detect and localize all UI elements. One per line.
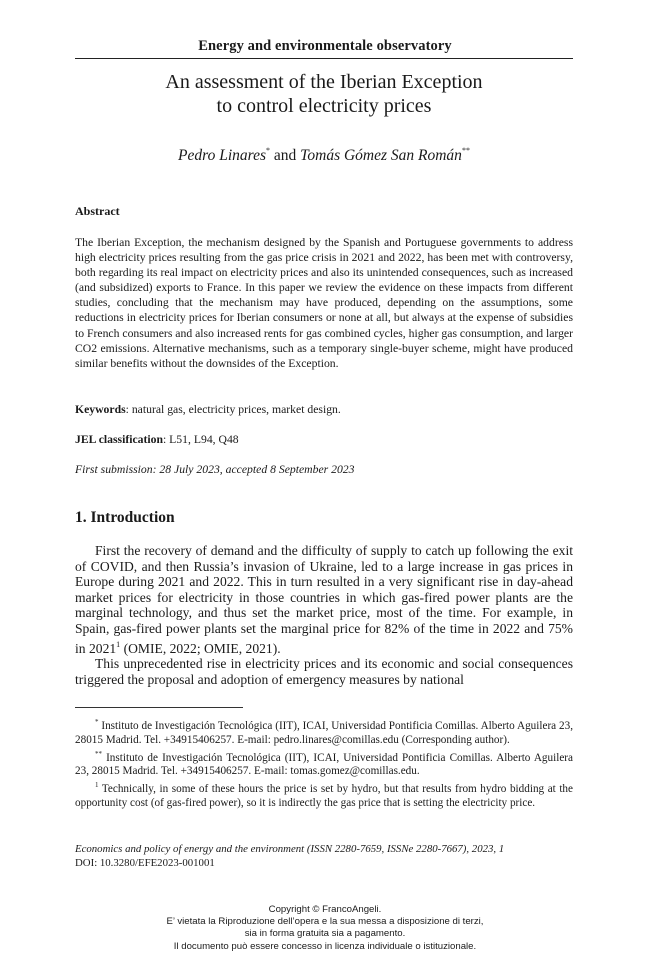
section-heading: 1. Introduction [75, 509, 175, 526]
keywords-label: Keywords [75, 403, 126, 416]
author-2-mark: ** [461, 146, 470, 155]
copyright-line-3: sia in forma gratuita sia a pagamento. [244, 928, 406, 940]
author-2: Tomás Gómez San Román [300, 147, 462, 164]
footnotes [75, 716, 573, 811]
footnote-ref-1: 1 [116, 639, 121, 649]
footnote-rule [75, 707, 243, 708]
abstract-text: The Iberian Exception, the mechanism designed by the Spanish and Portuguese governments to address high electricity prices resulting from the gas price crisis in 2021 and 2022, has been met with controversy, both regarding its real impact on electricity prices and also its unintended consequences, such as increased (and subsidized) exports to France. In this paper we review the evidence on these impacts from different studies, concluding that the mechanism may have produced, depending on the assumptions, some reductions in electricity prices for Iberian consumers or none at all, but always at the expense of subsidies to French consumers and also increased rents for gas combined cycles, higher gas consumption, and larger CO2 emissions. Alternative mechanisms, such as a temporary single-buyer scheme, might have produced similar benefits without the downsides of the Exception. [75, 236, 573, 370]
author-1: Pedro Linares [178, 147, 267, 164]
jel-text: : L51, L94, Q48 [163, 433, 239, 446]
copyright-notice [0, 904, 650, 953]
keywords [75, 403, 573, 416]
footnote-3-text: Technically, in some of these hours the price is set by hydro, but that results from hydro bidding at the opportunity cost (of gas-fired power), so it is indirectly the gas price that is setting the electricity price. [75, 783, 573, 809]
jel-label: JEL classification [75, 433, 163, 446]
title-line-1: An assessment of the Iberian Exception [165, 71, 483, 93]
submission-dates: First submission: 28 July 2023, accepted 8 September 2023 [75, 463, 355, 476]
journal-section-header: Energy and environmentale observatory [198, 38, 452, 54]
footnote-1-mark: * [95, 718, 99, 726]
title-line-2: to control electricity prices [216, 95, 432, 117]
journal-citation: Economics and policy of energy and the environment (ISSN 2280-7659, ISSNe 2280-7667), 2023, 1 [75, 843, 505, 855]
copyright-line-4: Il documento può essere concesso in licenza individuale o istituzionale. [173, 940, 477, 952]
footnote-1 [75, 716, 573, 748]
citation-block [75, 843, 573, 870]
body-paragraph-2: This unprecedented rise in electricity prices and its economic and social consequences triggered the proposal and adoption of emergency measures by national [75, 656, 573, 687]
footnote-2-text: Instituto de Investigación Tecnológica (IIT), ICAI, Universidad Pontificia Comillas. Alberto Aguilera 23, 28015 Madrid. Tel. +34915406257. E-mail: tomas.gomez@comillas.edu. [75, 751, 573, 778]
footnote-3-mark: 1 [95, 781, 99, 790]
jel-classification [75, 433, 573, 446]
footnote-2 [75, 748, 573, 780]
footnote-2-mark: ** [95, 749, 102, 758]
author-connector: and [273, 147, 297, 164]
header-rule [75, 58, 573, 59]
footnote-1-text: Instituto de Investigación Tecnológica (IIT), ICAI, Universidad Pontificia Comillas. Alberto Aguilera 23, 28015 Madrid. Tel. +34915406257. E-mail: pedro.linares@comillas.edu (Corresponding author). [75, 720, 573, 746]
copyright-line-2: E’ vietata la Riproduzione dell’opera e la sua messa a disposizione di terzi, [166, 916, 484, 928]
body-p1-text-end: (OMIE, 2022; OMIE, 2021). [120, 640, 281, 656]
keywords-text: : natural gas, electricity prices, market design. [125, 403, 341, 416]
footnote-3 [75, 779, 573, 811]
body-paragraph-1 [75, 543, 573, 656]
author-line [75, 146, 573, 165]
author-1-mark: * [266, 146, 271, 155]
doi: DOI: 10.3280/EFE2023-001001 [75, 856, 215, 869]
body-text [75, 543, 573, 687]
body-p1-text: First the recovery of demand and the difficulty of supply to catch up following the exit of COVID, and then Russia’s invasion of Ukraine, led to a large increase in gas prices in Europe during 2021 and 2022. This in turn resulted in a very significant rise in day-ahead market prices for electricity in those countries in which gas-fired power plants are the marginal technology, and thus set the market price, most of the time. For example, in Spain, gas-fired power plants set the marginal price for 82% of the time in 2022 and 75% in 2021 [75, 543, 573, 656]
abstract-heading: Abstract [75, 204, 120, 218]
copyright-line-1: Copyright © FrancoAngeli. [268, 904, 382, 915]
article-title [75, 70, 573, 118]
